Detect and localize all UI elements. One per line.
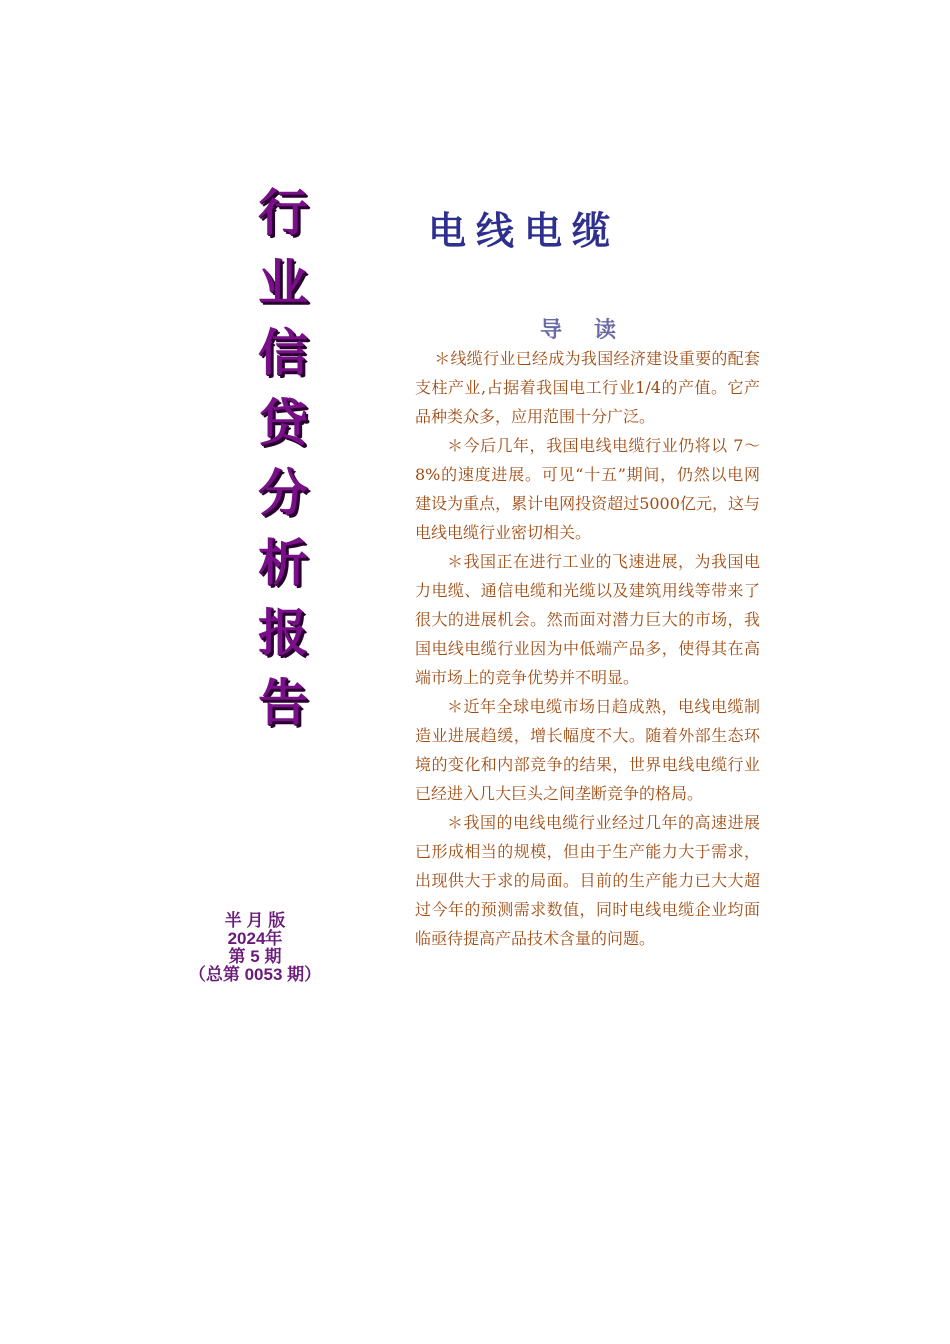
edition-total-issue: （总第 0053 期） bbox=[188, 965, 322, 984]
title-char: 析 bbox=[258, 534, 308, 592]
guide-paragraph: ＊近年全球电缆市场日趋成熟，电线电缆制造业进展趋缓，增长幅度不大。随着外部生态环境的变化和内部竞争的结果，世界电线电缆行业已经进入几大巨头之间垄断竞争的格局。 bbox=[415, 697, 760, 803]
title-char: 行 bbox=[258, 184, 308, 242]
edition-issue: 第 5 期 bbox=[228, 947, 282, 966]
guide-paragraph: ＊线缆行业已经成为我国经济建设重要的配套支柱产业,占据着我国电工行业1/4的产值。它产品种类众多，应用范围十分广泛。 bbox=[415, 349, 760, 426]
edition-frequency: 半 月 版 bbox=[224, 911, 286, 930]
guide-paragraph: ＊我国的电线电缆行业经过几年的高速进展已形成相当的规模，但由于生产能力大于需求，出现供大于求的局面。目前的生产能力已大大超过今年的预测需求数值，同时电线电缆企业均面临亟待提高产品技术含量的问题。 bbox=[415, 813, 760, 948]
title-char: 告 bbox=[258, 674, 308, 732]
guide-paragraph: ＊我国正在进行工业的飞速进展，为我国电力电缆、通信电缆和光缆以及建筑用线等带来了很大的进展机会。然而面对潜力巨大的市场，我国电线电缆行业因为中低端产品多，使得其在高端市场上的竞争优势并不明显。 bbox=[415, 552, 760, 687]
title-char: 信 bbox=[258, 324, 308, 382]
title-char: 分 bbox=[258, 464, 308, 522]
edition-info bbox=[170, 912, 340, 984]
guide-heading: 导读 bbox=[540, 318, 649, 343]
title-char: 贷 bbox=[258, 394, 308, 452]
title-char: 业 bbox=[258, 254, 308, 312]
edition-year: 2024年 bbox=[227, 929, 283, 948]
topic-title: 电线电缆 bbox=[428, 209, 621, 253]
title-char: 报 bbox=[258, 604, 308, 662]
guide-body bbox=[415, 344, 760, 953]
report-title-vertical bbox=[252, 178, 314, 738]
guide-paragraph: ＊今后几年，我国电线电缆行业仍将以 7～8%的速度进展。可见“十五”期间，仍然以电网建设为重点，累计电网投资超过5000亿元，这与电线电缆行业密切相关。 bbox=[415, 436, 760, 542]
